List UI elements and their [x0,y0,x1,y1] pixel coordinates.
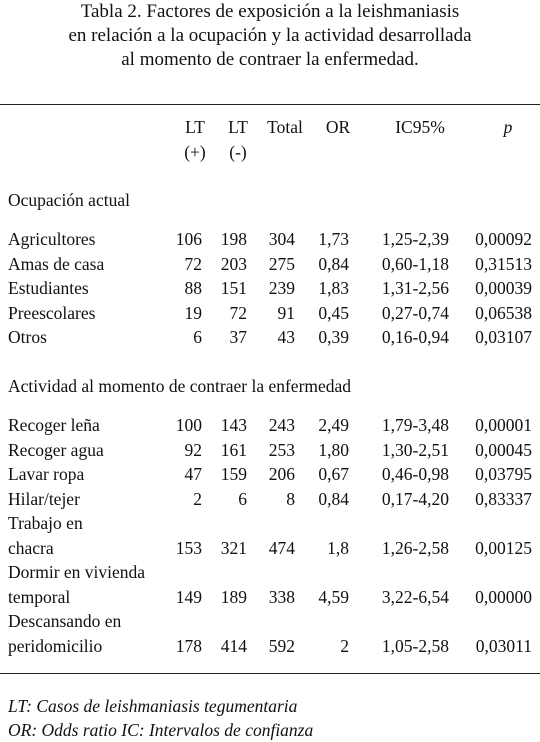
cell-or: 0,67 [318,464,349,484]
cell-lt-neg: 151 [220,278,247,298]
row-label: Estudiantes [8,278,89,298]
bottom-rule [0,673,540,674]
cell-ic95: 1,26-2,58 [381,537,449,558]
cell-total: 304 [268,229,295,249]
cell-or: 0,84 [318,253,349,274]
cell-lt-pos: 178 [175,635,202,656]
cell-p: 0,00039 [475,278,532,298]
cell-lt-pos: 149 [175,586,202,607]
cell-total: 474 [268,537,295,558]
row-label: Trabajo en [8,513,83,533]
cell-total: 253 [268,439,295,460]
cell-total: 275 [268,253,295,274]
row-label: chacra [8,537,54,558]
cell-lt-pos: 106 [175,229,202,249]
row-label: Recoger leña [8,415,100,435]
cell-ic95: 1,79-3,48 [381,415,449,435]
cell-total: 239 [268,278,295,298]
section-title: Actividad al momento de contraer la enfermedad [8,376,352,396]
header-total: Total [267,117,303,137]
cell-lt-neg: 414 [220,635,247,656]
row-label: Otros [8,327,47,347]
header-or: OR [325,117,351,137]
cell-lt-neg: 198 [220,229,247,249]
cell-lt-neg: 189 [220,586,247,607]
row-label: Agricultores [8,229,96,249]
cell-or: 2 [340,635,349,656]
cell-or: 1,80 [318,439,349,460]
cell-lt-pos: 72 [184,253,202,274]
header-lt-neg-sign: (-) [229,142,247,162]
header-ic95: IC95% [395,117,445,137]
cell-or: 0,45 [318,302,349,323]
cell-ic95: 1,30-2,51 [381,439,449,460]
cell-p: 0,00092 [475,229,532,249]
footnote: LT: Casos de leishmaniasis tegumentaria [8,696,298,716]
header-lt-neg: LT [228,117,248,137]
row-label: Amas de casa [8,253,105,274]
cell-p: 0,03795 [475,464,532,484]
footnote: OR: Odds ratio IC: Intervalos de confianza [8,720,314,740]
caption-line: en relación a la ocupación y la actividad desarrollada [68,25,472,46]
row-label: Recoger agua [8,439,104,460]
cell-ic95: 3,22-6,54 [381,586,449,607]
header-p: p [503,117,513,137]
cell-ic95: 1,31-2,56 [381,278,449,298]
cell-lt-neg: 321 [220,537,247,558]
cell-ic95: 1,05-2,58 [381,635,449,656]
cell-p: 0,03107 [475,327,532,347]
cell-p: 0,06538 [475,302,532,323]
row-label: peridomicilio [8,635,103,656]
cell-total: 91 [277,302,295,323]
header-lt-pos-sign: (+) [184,142,206,162]
cell-lt-pos: 153 [175,537,202,558]
cell-or: 0,84 [318,488,349,509]
top-rule [0,104,540,105]
cell-lt-neg: 143 [220,415,247,435]
cell-or: 4,59 [318,586,349,607]
cell-lt-pos: 100 [175,415,202,435]
cell-or: 1,8 [327,537,349,558]
cell-lt-pos: 6 [193,327,202,347]
cell-ic95: 0,27-0,74 [381,302,449,323]
row-label: temporal [8,586,71,607]
row-label: Preescolares [8,302,96,323]
row-label: Hilar/tejer [8,488,80,509]
caption-line: al momento de contraer la enfermedad. [121,49,419,70]
cell-total: 243 [268,415,295,435]
cell-p: 0,00045 [475,439,532,460]
cell-ic95: 0,46-0,98 [381,464,449,484]
cell-p: 0,00000 [475,586,532,607]
cell-p: 0,83337 [475,488,532,509]
table-caption [0,0,540,72]
cell-lt-neg: 161 [220,439,247,460]
caption-line: Tabla 2. Factores de exposición a la leishmaniasis [80,1,460,22]
cell-p: 0,03011 [475,635,532,656]
cell-lt-neg: 203 [220,253,247,274]
cell-lt-pos: 19 [184,302,202,323]
cell-or: 1,73 [318,229,349,249]
cell-ic95: 1,25-2,39 [381,229,449,249]
row-label: Lavar ropa [8,464,85,484]
cell-total: 592 [268,635,295,656]
row-label: Dormir en vivienda [8,562,146,582]
cell-p: 0,31513 [475,253,532,274]
cell-lt-pos: 47 [184,464,202,484]
cell-total: 43 [277,327,295,347]
section-title: Ocupación actual [8,190,130,210]
cell-lt-pos: 88 [184,278,202,298]
cell-total: 206 [268,464,295,484]
row-label: Descansando en [8,611,122,631]
cell-or: 2,49 [318,415,349,435]
header-lt-pos: LT [185,117,205,137]
cell-lt-neg: 6 [238,488,247,509]
cell-ic95: 0,60-1,18 [381,253,449,274]
cell-or: 0,39 [318,327,349,347]
cell-p: 0,00125 [475,537,532,558]
cell-total: 8 [286,488,295,509]
cell-total: 338 [268,586,295,607]
cell-lt-pos: 92 [184,439,202,460]
cell-lt-neg: 72 [229,302,247,323]
cell-lt-neg: 159 [220,464,247,484]
cell-ic95: 0,16-0,94 [381,327,449,347]
cell-lt-neg: 37 [229,327,247,347]
cell-lt-pos: 2 [193,488,202,509]
cell-or: 1,83 [318,278,349,298]
cell-ic95: 0,17-4,20 [381,488,449,509]
cell-p: 0,00001 [475,415,532,435]
